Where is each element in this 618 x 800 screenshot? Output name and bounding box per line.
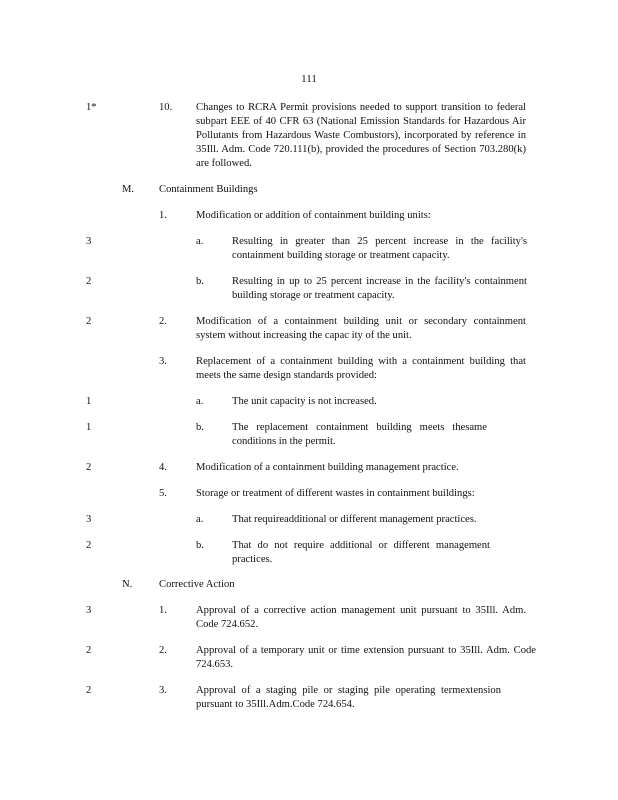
section-title-m: Containment Buildings <box>159 184 258 195</box>
item-text-m5a: That requireadditional or different management practices. <box>232 514 477 525</box>
sub-letter-m3a: a. <box>196 396 204 407</box>
item-number-m4: 4. <box>159 462 167 473</box>
item-number-n2: 2. <box>159 645 167 656</box>
class-mark-n1: 3 <box>86 605 92 616</box>
class-mark-m5b: 2 <box>86 540 92 551</box>
class-mark-m5a: 3 <box>86 514 92 525</box>
item-text-m3a: The unit capacity is not increased. <box>232 396 377 407</box>
class-mark-m3a: 1 <box>86 396 92 407</box>
section-title-n: Corrective Action <box>159 579 235 590</box>
class-mark-n2: 2 <box>86 645 92 656</box>
item-number-10: 10. <box>159 102 173 113</box>
section-letter-n: N. <box>122 579 133 590</box>
item-text-m3b: The replacement containment building meets thesame conditions in the permit. <box>232 422 487 447</box>
item-text-m3: Replacement of a containment building with a containment building that meets the same design standards provided: <box>196 356 526 381</box>
item-text-m2: Modification of a containment building unit or secondary containment system without increasing the capac ity of the unit. <box>196 316 526 341</box>
class-mark-m3b: 1 <box>86 422 92 433</box>
page-number: 111 <box>301 73 317 85</box>
item-text-n1: Approval of a corrective action management unit pursuant to 35Ill. Adm. Code 724.652. <box>196 605 526 630</box>
item-number-n1: 1. <box>159 605 167 616</box>
item-number-n3: 3. <box>159 685 167 696</box>
sub-letter-m5b: b. <box>196 540 204 551</box>
item-text-m1: Modification or addition of containment building units: <box>196 210 431 221</box>
item-text-m1a: Resulting in greater than 25 percent increase in the facility's containment building storage or treatment capacity. <box>232 236 527 261</box>
item-text-m1b: Resulting in up to 25 percent increase in the facility's containment building storage or treatment capacity. <box>232 276 527 301</box>
sub-letter-m3b: b. <box>196 422 204 433</box>
sub-letter-m5a: a. <box>196 514 204 525</box>
item-text-n3: Approval of a staging pile or staging pile operating termextension pursuant to 35Ill.Adm.Code 724.654. <box>196 685 501 710</box>
item-text-m5b: That do not require additional or different management practices. <box>232 540 490 565</box>
class-mark-n3: 2 <box>86 685 92 696</box>
sub-letter-m1b: b. <box>196 276 204 287</box>
class-mark-m2: 2 <box>86 316 92 327</box>
item-text-m4: Modification of a containment building management practice. <box>196 462 459 473</box>
item-number-m1: 1. <box>159 210 167 221</box>
item-number-m5: 5. <box>159 488 167 499</box>
class-mark-10: 1* <box>86 102 97 113</box>
item-number-m3: 3. <box>159 356 167 367</box>
item-text-m5: Storage or treatment of different wastes in containment buildings: <box>196 488 475 499</box>
item-number-m2: 2. <box>159 316 167 327</box>
item-text-10: Changes to RCRA Permit provisions needed to support transition to federal subpart EEE of 40 CFR 63 (National Emission Standards for Hazardous Air Pollutants from Hazardous Waste Combustors), incorporated by reference in 35Ill. Adm. Code 720.111(b), provided the procedures of Section 703.280(k) are followed. <box>196 102 526 169</box>
class-mark-m4: 2 <box>86 462 92 473</box>
sub-letter-m1a: a. <box>196 236 204 247</box>
class-mark-m1b: 2 <box>86 276 92 287</box>
section-letter-m: M. <box>122 184 135 195</box>
class-mark-m1a: 3 <box>86 236 92 247</box>
item-text-n2: Approval of a temporary unit or time extension pursuant to 35Ill. Adm. Code 724.653. <box>196 645 536 670</box>
